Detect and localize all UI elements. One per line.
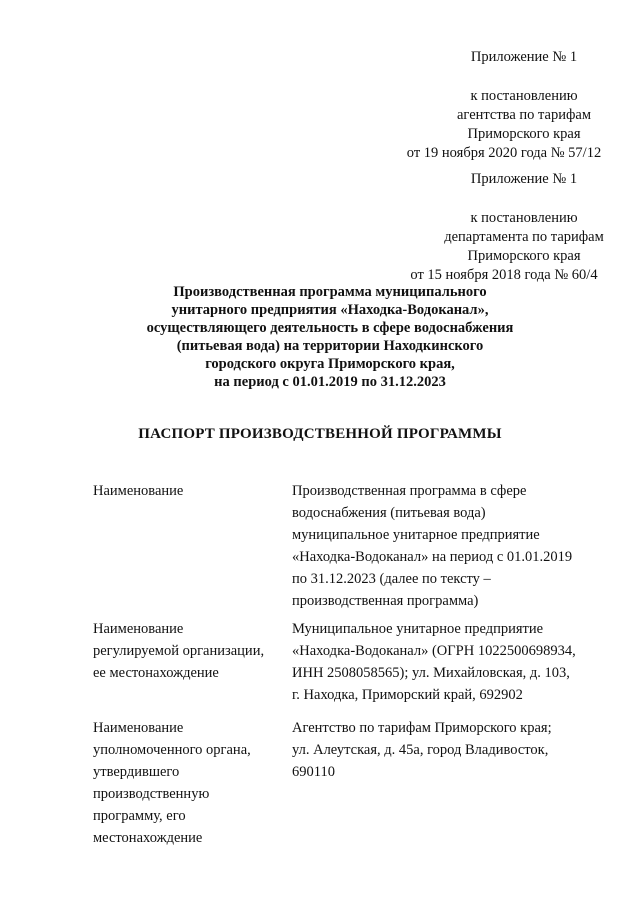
heading-line: городского округа Приморского края,: [205, 356, 455, 372]
heading-line: Производственная программа муниципального: [173, 284, 487, 300]
label-line: регулируемой организации,: [93, 643, 265, 659]
appendix-line: агентства по тарифам: [457, 107, 591, 123]
label-line: уполномоченного органа,: [93, 742, 251, 758]
value-line: Муниципальное унитарное предприятие: [292, 621, 544, 637]
appendix-previous: [380, 170, 620, 285]
value-line: водоснабжения (питьевая вода): [292, 505, 486, 521]
heading-line: унитарного предприятия «Находка-Водоканал»,: [171, 302, 489, 318]
appendix-line: от 19 ноября 2020 года № 57/12: [406, 145, 602, 161]
label-line: утвердившего: [93, 764, 180, 780]
appendix-line: Приморского края: [467, 248, 581, 264]
heading-line: на период с 01.01.2019 по 31.12.2023: [214, 374, 446, 390]
label-line: Наименование: [93, 483, 184, 499]
appendix-line: к постановлению: [470, 210, 578, 226]
passport-title: ПАСПОРТ ПРОИЗВОДСТВЕННОЙ ПРОГРАММЫ: [138, 426, 502, 442]
value-line: по 31.12.2023 (далее по тексту –: [292, 571, 491, 587]
appendix-line: к постановлению: [470, 88, 578, 104]
program-heading: [80, 283, 580, 391]
value-line: г. Находка, Приморский край, 692902: [292, 687, 523, 703]
heading-line: (питьевая вода) на территории Находкинского: [176, 338, 484, 354]
label-line: ее местонахождение: [93, 665, 219, 681]
label-line: местонахождение: [93, 830, 203, 846]
value-line: «Находка-Водоканал» на период с 01.01.2019: [292, 549, 573, 565]
appendix-line: Приморского края: [467, 126, 581, 142]
label-line: производственную: [93, 786, 210, 802]
appendix-line: департамента по тарифам: [444, 229, 604, 245]
appendix-title: Приложение № 1: [470, 49, 578, 65]
label-line: программу, его: [93, 808, 186, 824]
passport-value: [292, 480, 612, 612]
value-line: Производственная программа в сфере: [292, 483, 527, 499]
value-line: ул. Алеутская, д. 45а, город Владивосток,: [292, 742, 549, 758]
passport-label: [93, 618, 273, 684]
passport-value: [292, 717, 612, 783]
heading-line: осуществляющего деятельность в сфере водоснабжения: [146, 320, 514, 336]
label-line: Наименование: [93, 720, 184, 736]
passport-label: [93, 480, 273, 502]
label-line: Наименование: [93, 621, 184, 637]
passport-value: [292, 618, 612, 706]
appendix-line: от 15 ноября 2018 года № 60/4: [410, 267, 598, 283]
value-line: Агентство по тарифам Приморского края;: [292, 720, 552, 736]
value-line: ИНН 2508058565); ул. Михайловская, д. 103,: [292, 665, 570, 681]
value-line: производственная программа): [292, 593, 479, 609]
passport-label: [93, 717, 273, 849]
value-line: 690110: [292, 764, 335, 780]
value-line: муниципальное унитарное предприятие: [292, 527, 540, 543]
appendix-title: Приложение № 1: [470, 171, 578, 187]
appendix-current: [380, 48, 620, 163]
value-line: «Находка-Водоканал» (ОГРН 1022500698934,: [292, 643, 576, 659]
